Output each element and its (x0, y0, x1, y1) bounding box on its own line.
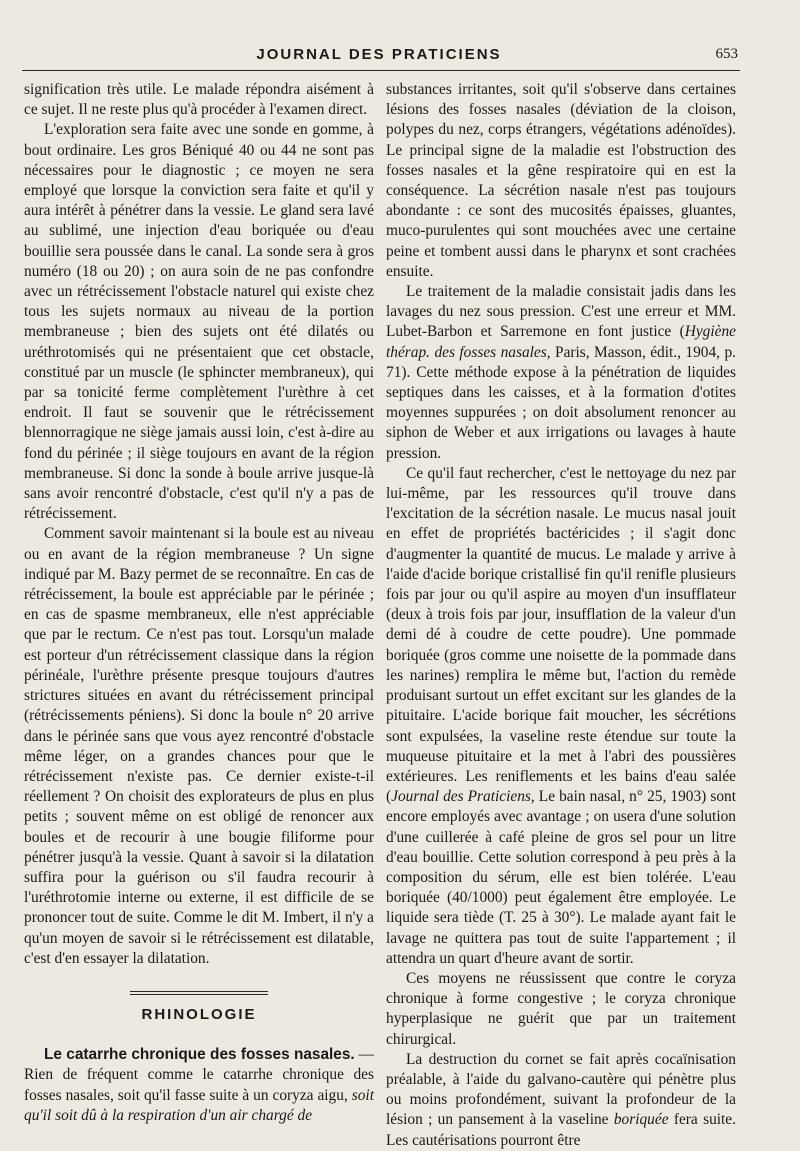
article-text: Rien de fréquent comme le catarrhe chronique des fosses nasales, soit qu'il fasse suite à un coryza aigu, (24, 1066, 374, 1104)
paragraph: L'exploration sera faite avec une sonde en gomme, à bout ordinaire. Les gros Béniqué 40 ou 44 ne sont pas nécessaires pour le diagnostic ; ce moyen ne sera employé que lorsque la conviction sera faite et qu'il y aura intérêt à pénétrer dans la vessie. Le gland sera lavé au sublimé, une injection d'eau boriquée ou d'eau bouillie sera poussée dans le canal. La sonde sera à gros numéro (18 ou 20) ; on aura soin de ne pas confondre avec un rétrécissement l'obstacle naturel qui existe chez tous les sujets normaux au niveau de la portion membraneuse ; bien des sujets ont été dilatés ou uréthrotomisés qui ne présentaient que cet obstacle, constitué par un muscle (le sphincter membraneux), qui par sa tonicité ferme complètement l'urèthre à cet endroit. Il faut se souvenir que le rétrécissement blennorragique ne siège jamais aussi loin, c'est à-dire au fond du périnée ; il siège toujours en avant de la région membraneuse. Si donc la sonde à boule arrive jusque-là sans avoir rencontré d'obstacle, c'est qu'il n'y a pas de rétrécissement. (24, 121, 374, 523)
citation-title: Journal des Praticiens (391, 788, 531, 806)
paragraph-text: Le traitement de la maladie consistait jadis dans les lavages du nez sous pression. C'est une erreur et MM. Lubet-Barbon et Sarremone en font justice ( (386, 283, 736, 341)
paragraph-text: , Paris, Masson, édit., 1904, p. 71). Cette méthode expose à la pénétration de liquides septiques dans les caisses, et à la formation d'otites moyennes suppurées ; on doit absolument renoncer au siphon de Weber et aux irrigations ou lavages à haute pression. (386, 343, 736, 462)
page-number: 653 (715, 46, 738, 62)
paragraph: Ces moyens ne réussissent que contre le coryza chronique à forme congestive ; le coryza chronique hyperplasique ne guérit que par un traitement chirurgical. (386, 969, 736, 1048)
right-column (386, 80, 736, 1151)
heading-dash: — (354, 1046, 374, 1064)
section-divider (130, 991, 268, 995)
left-column (24, 80, 374, 1126)
paragraph-text: La destruction du cornet se fait après cocaïnisation préalable, à l'aide du galvano-cautère qui pénètre plus ou moins profondément, suivant la profondeur de la lésion ; un pansement à la vaseline (386, 1050, 736, 1129)
running-header (20, 42, 738, 66)
paragraph-text: fera suite. Les cautérisations pourront être (386, 1111, 736, 1149)
paragraph: signification très utile. Le malade répondra aisément à ce sujet. Il ne reste plus qu'à procéder à l'examen direct. (24, 81, 374, 119)
paragraph: Comment savoir maintenant si la boule est au niveau ou en avant de la région membraneuse ? Un signe indiqué par M. Bazy permet de se reconnaître. En cas de rétrécissement, la boule est appréciable par le périnée ; en cas de spasme membraneux, elle n'est appréciable que par le rectum. Ce n'est pas tout. Lorsqu'un malade est porteur d'un rétrécissement classique dans la région périnéale, l'urèthre présente presque toujours d'autres strictures situées en avant du rétrécissement principal (rétrécissements péniens). Si donc la boule n° 20 arrive dans le périnée sans que vous ayez rencontré d'obstacle même léger, on a grandes chances pour que le rétrécissement n'existe pas. Ce dernier existe-t-il réellement ? On choisit des explorateurs de plus en plus petits ; souvent même on est obligé de renoncer aux boules et de recourir à une bougie filiforme pour pénétrer jusqu'à la vessie. Quant à savoir si la dilatation suffira pour la guérison ou s'il faudra recourir à l'uréthrotomie interne ou externe, il est difficile de se prononcer tout de suite. Comme le dit M. Imbert, il n'y a qu'un moyen de savoir si le rétrécissement est dilatable, c'est d'en essayer la dilatation. (24, 525, 374, 967)
paragraph-text: , Le bain nasal, n° 25, 1903) sont encore employés avec avantage ; on usera d'une solution d'une cuillerée à café pleine de gros sel pour un litre d'eau bouillie. Cette solution correspond à peu près à la composition du sérum, elle est bien tolérée. L'eau boriquée (40/1000) peut également être employée. Le liquide sera tiède (T. 25 à 30°). Le malade ayant fait le lavage ne quittera pas tout de suite l'appartement ; il attendra un quart d'heure avant de sortir. (386, 788, 736, 967)
journal-title: JOURNAL DES PRATICIENS (256, 46, 502, 63)
article-heading: Le catarrhe chronique des fosses nasales. (44, 1046, 355, 1064)
paragraph: substances irritantes, soit qu'il s'observe dans certaines lésions des fosses nasales (déviation de la cloison, polypes du nez, corps étrangers, végétations adénoïdes). Le principal signe de la maladie est l'obstruction des fosses nasales et la gêne respiratoire qui en est la conséquence. La sécrétion nasale n'est pas toujours abondante : ce sont des mucosités épaisses, gluantes, muco-purulentes qui sont mouchées avec une certaine peine et tombent aussi dans le pharynx et sont crachées ensuite. (386, 81, 736, 280)
section-title: RHINOLOGIE (141, 1005, 257, 1023)
article-intro (24, 1045, 374, 1126)
article-italic-text: soit qu'il soit dû à la respiration d'un air chargé de (24, 1086, 374, 1124)
paragraph (386, 282, 736, 464)
italic-term: boriquée (613, 1111, 669, 1129)
paragraph-text: Ce qu'il faut rechercher, c'est le nettoyage du nez par lui-même, par les ressources qu'il trouve dans l'excitation de la sécrétion nasale. Le mucus nasal jouit en effet de propriétés bactéricides ; il s'agit donc d'augmenter la quantité de mucus. Le malade y arrive à l'aide d'acide borique cristallisé fin qu'il renifle plusieurs fois par jour ou qu'il aspire au moyen d'un insufflateur (deux à trois fois par jour, insufflation de la valeur d'un demi dé à coudre de cette poudre). Une pommade boriquée (gros comme une noisette de la pommade dans les narines) remplira le même but, l'action du remède produisant surtout un effet excitant sur les glandes de la pituitaire. L'acide borique fait moucher, les sécrétions sont expulsées, la vaseline reste étendue sur toute la muqueuse pituitaire et la met à l'abri des poussières extérieures. Les reniflements et les bains d'eau salée ( (386, 464, 736, 806)
citation-title: Hygiène thérap. des fosses nasales (386, 323, 736, 361)
header-rule (22, 70, 740, 71)
paragraph (386, 1050, 736, 1151)
paragraph (386, 464, 736, 969)
